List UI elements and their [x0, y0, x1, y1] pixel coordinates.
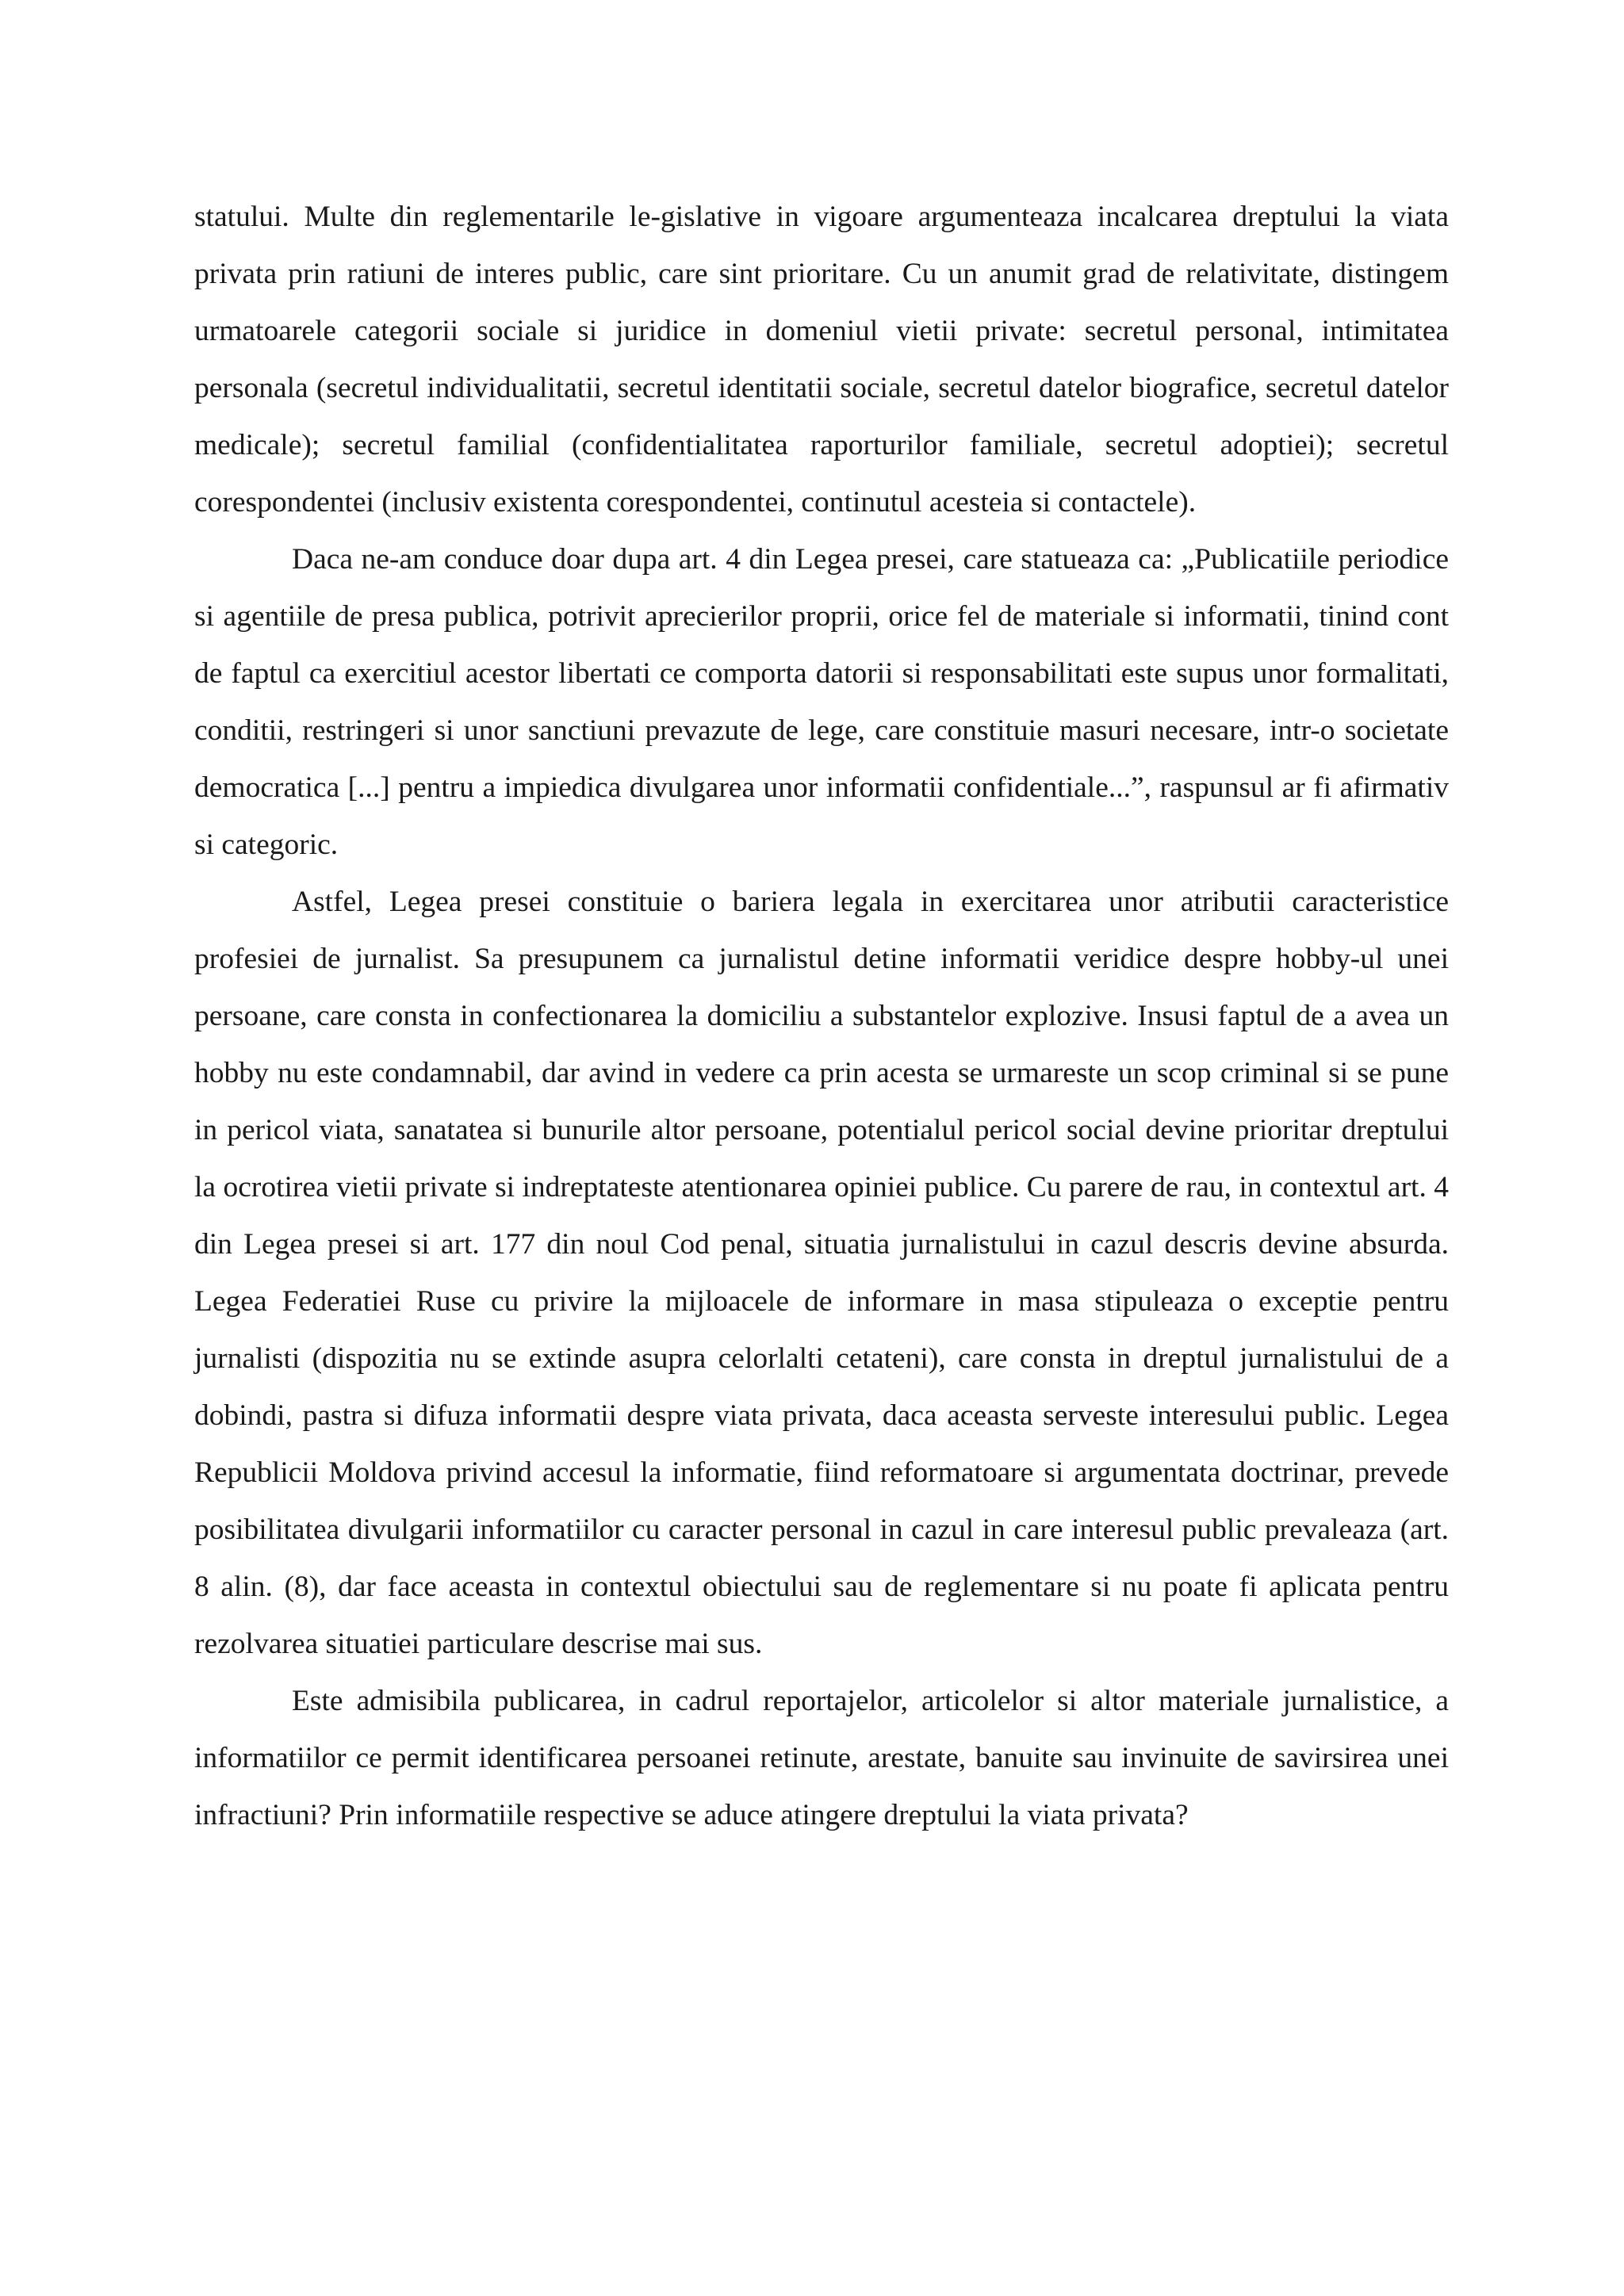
paragraph-legea-presei-art4: Daca ne-am conduce doar dupa art. 4 din Legea presei, care statueaza ca: „Publicatiile periodice si agentiile de presa publica, potrivit aprecierilor proprii, orice fel de materiale si informatii, tinind cont de faptul ca exercitiul acestor libertati ce comporta datorii si responsabilitati este supus unor formalitati, conditii, restringeri si unor sanctiuni prevazute de lege, care constituie masuri necesare, intr-o societate democratica [...] pentru a impiedica divulgarea unor informatii confidentiale...”, raspunsul ar fi afirmativ si categoric.	[194, 543, 1449, 861]
document-body	[194, 189, 1449, 1844]
paragraph-continuation: statului. Multe din reglementarile le-gislative in vigoare argumenteaza incalcarea dreptului la viata privata prin ratiuni de interes public, care sint prioritare. Cu un anumit grad de relativitate, distingem urmatoarele categorii sociale si juridice in domeniul vietii private: secretul personal, intimitatea personala (secretul individualitatii, secretul identitatii sociale, secretul datelor biografice, secretul datelor medicale); secretul familial (confidentialitatea raporturilor familiale, secretul adoptiei); secretul corespondentei (inclusiv existenta corespondentei, continutul acesteia si contactele).	[194, 201, 1449, 519]
paragraph-bariera-legala: Astfel, Legea presei constituie o bariera legala in exercitarea unor atributii caracteristice profesiei de jurnalist. Sa presupunem ca jurnalistul detine informatii veridice despre hobby-ul unei persoane, care consta in confectionarea la domiciliu a substantelor explozive. Insusi faptul de a avea un hobby nu este condamnabil, dar avind in vedere ca prin acesta se urmareste un scop criminal si se pune in pericol viata, sanatatea si bunurile altor persoane, potentialul pericol social devine prioritar dreptului la ocrotirea vietii private si indreptateste atentionarea opiniei publice. Cu parere de rau, in contextul art. 4 din Legea presei si art. 177 din noul Cod penal, situatia jurnalistului in cazul descris devine absurda. Legea Federatiei Ruse cu privire la mijloacele de informare in masa stipuleaza o exceptie pentru jurnalisti (dispozitia nu se extinde asupra celorlalti cetateni), care consta in dreptul jurnalistului de a dobindi, pastra si difuza informatii despre viata privata, daca aceasta serveste interesului public. Legea Republicii Moldova privind accesul la informatie, fiind reformatoare si argumentata doctrinar, prevede posibilitatea divulgarii informatiilor cu caracter personal in cazul in care interesul public prevaleaza (art. 8 alin. (8), dar face aceasta in contextul obiectului sau de reglementare si nu poate fi aplicata pentru rezolvarea situatiei particulare descrise mai sus.	[194, 886, 1449, 1660]
paragraph-question: Este admisibila publicarea, in cadrul reportajelor, articolelor si altor materiale jurnalistice, a informatiilor ce permit identificarea persoanei retinute, arestate, banuite sau invinuite de savirsirea unei infractiuni? Prin informatiile respective se aduce atingere dreptului la viata privata?	[194, 1685, 1449, 1831]
